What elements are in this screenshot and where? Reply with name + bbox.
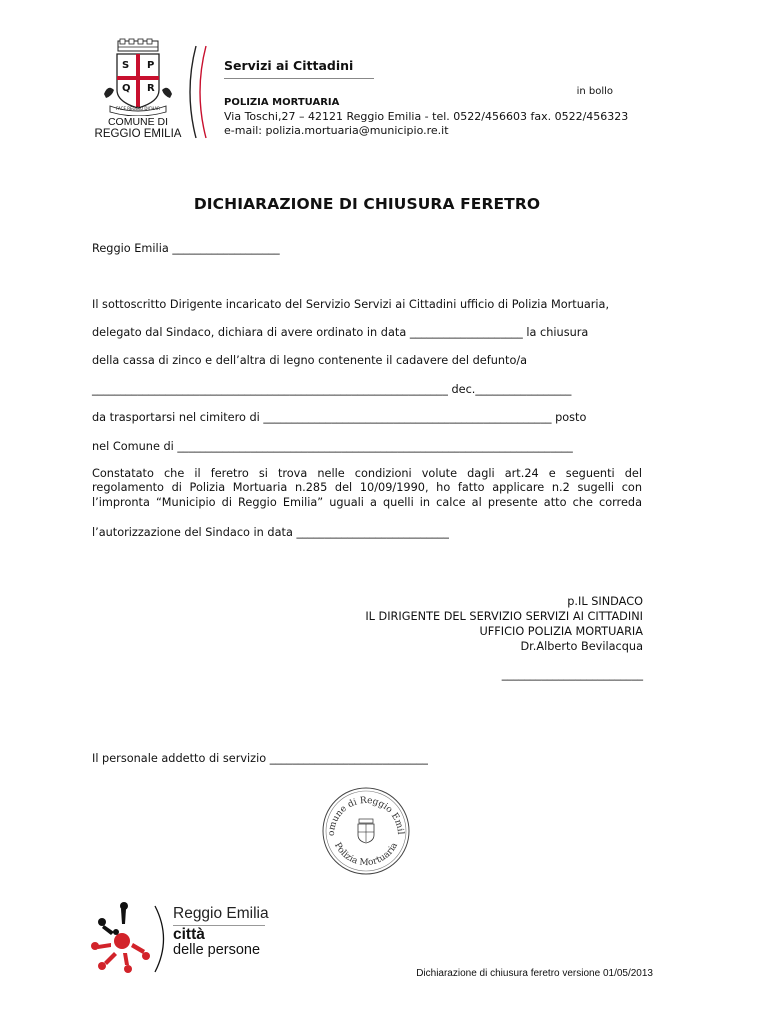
brand-line-2: città bbox=[173, 926, 205, 943]
seal-icon bbox=[320, 785, 412, 877]
brand-line-1: Reggio Emilia bbox=[173, 905, 269, 922]
signature-mayor: p.IL SINDACO bbox=[567, 595, 643, 608]
service-underline bbox=[224, 78, 374, 79]
seal-paragraph-line-1: Constatato che il feretro si trova nelle condizioni volute dagli art.24 e seguenti del bbox=[92, 467, 642, 480]
office-address: Via Toschi,27 – 42121 Reggio Emilia - tel. 0522/456603 fax. 0522/456323 bbox=[224, 110, 629, 123]
svg-text:Comune di Reggio Emilia bbox=[320, 785, 405, 836]
authorization-line: l’autorizzazione del Sindaco in data ___________________________ bbox=[92, 526, 449, 539]
logo-caption bbox=[86, 116, 190, 140]
declaration-line-3: della cassa di zinco e dell’altra di legno contenente il cadavere del defunto/a bbox=[92, 354, 528, 367]
service-name: Servizi ai Cittadini bbox=[224, 58, 354, 73]
seal-paragraph-line-2: regolamento di Polizia Mortuaria n.285 del 10/09/1990, ho fatto applicare n.2 sugelli con bbox=[92, 481, 642, 494]
shield-icon bbox=[92, 38, 184, 116]
logo-letter-r: R bbox=[147, 83, 155, 94]
brand-arc-icon bbox=[152, 904, 172, 974]
declaration-line-1: Il sottoscritto Dirigente incaricato del Servizio Servizi ai Cittadini ufficio di Polizia Mortuaria, bbox=[92, 298, 610, 311]
signature-line: _________________________ bbox=[501, 668, 643, 681]
signature-director: IL DIRIGENTE DEL SERVIZIO SERVIZI AI CITTADINI bbox=[365, 610, 643, 623]
svg-text:Polizia Mortuaria bbox=[332, 841, 400, 869]
place-date-line: Reggio Emilia ___________________ bbox=[92, 242, 280, 255]
header-divider-icon bbox=[186, 42, 216, 142]
logo-caption-line1: COMUNE DI bbox=[107, 116, 169, 128]
seal-top-text: omune di Reggio Emil bbox=[326, 795, 406, 837]
municipal-coat-of-arms bbox=[92, 38, 184, 138]
signature-name: Dr.Alberto Bevilacqua bbox=[520, 640, 643, 653]
signature-block bbox=[365, 595, 643, 655]
cemetery-line: da trasportarsi nel cimitero di ___________________________________________________ posto bbox=[92, 411, 587, 424]
logo-letter-p: P bbox=[147, 60, 155, 71]
office-name: POLIZIA MORTUARIA bbox=[224, 97, 340, 108]
declaration-line-2: delegato dal Sindaco, dichiara di avere ordinato in data ____________________ la chiusura bbox=[92, 326, 589, 339]
seal-bottom-text: Polizia Mortuaria bbox=[331, 841, 401, 869]
staff-line: Il personale addetto di servizio ____________________________ bbox=[92, 752, 428, 765]
municipality-line: nel Comune di ______________________________________________________________________ bbox=[92, 440, 573, 453]
footer-version: Dichiarazione di chiusura feretro versione 01/05/2013 bbox=[416, 968, 653, 979]
logo-ribbon-text: FACE REGGIO DICHAR bbox=[116, 106, 160, 111]
seal-paragraph-line-3: l’impronta “Municipio di Reggio Emilia” uguali a quelli in calce al presente atto che correda bbox=[92, 496, 642, 509]
logo-letter-s: S bbox=[122, 60, 130, 71]
document-title: DICHIARAZIONE DI CHIUSURA FERETRO bbox=[193, 195, 541, 213]
office-email: e-mail: polizia.mortuaria@municipio.re.it bbox=[224, 124, 449, 137]
stamp-note: in bollo bbox=[576, 86, 613, 97]
logo-letter-q: Q bbox=[122, 83, 131, 94]
brand-logo bbox=[88, 898, 278, 978]
deceased-name-line: _______________________________________________________________ dec._________________ bbox=[92, 383, 572, 396]
brand-line-3: delle persone bbox=[173, 942, 261, 958]
official-seal bbox=[320, 785, 412, 877]
signature-office: UFFICIO POLIZIA MORTUARIA bbox=[479, 625, 643, 638]
logo-caption-line2: REGGIO EMILIA bbox=[94, 128, 182, 140]
